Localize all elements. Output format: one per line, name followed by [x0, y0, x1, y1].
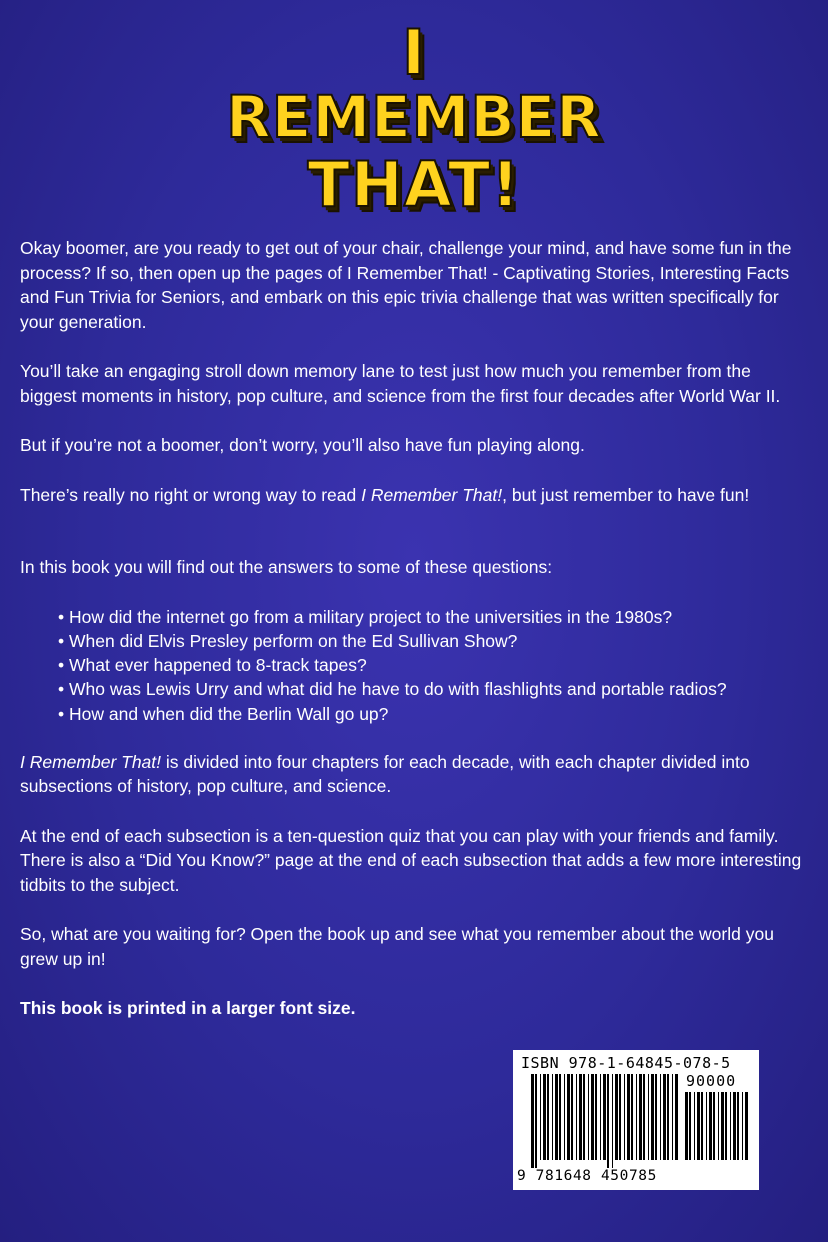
addon-barcode-bars [685, 1092, 751, 1168]
barcode-bar [709, 1092, 712, 1160]
waiting-paragraph: So, what are you waiting for? Open the book up and see what you remember about the world you grew up in! [20, 924, 774, 969]
barcode-bar [600, 1074, 601, 1160]
barcode-bar [718, 1092, 719, 1160]
barcode-bar [615, 1074, 618, 1160]
barcode-bar [672, 1074, 673, 1160]
title-line-1: I [401, 16, 427, 89]
barcode-bar [643, 1074, 645, 1160]
divided-rest: is divided into four chapters for each decade, with each chapter divided into subsections of history, pop culture, and science. [20, 751, 750, 797]
price-code: 90000 [686, 1072, 737, 1090]
title-line-2: REMEMBER [226, 83, 602, 151]
barcode-bar [547, 1074, 549, 1160]
read-pre: There’s really no right or wrong way to read [20, 484, 362, 505]
barcode-bar [721, 1092, 724, 1160]
divided-book-title: I Remember That! [20, 751, 162, 772]
isbn-number: ISBN 978-1-64845-078-5 [521, 1054, 731, 1072]
barcode-bar [655, 1074, 657, 1160]
stroll-paragraph: You’ll take an engaging stroll down memory lane to test just how much you remember from the biggest moments in history, pop culture, and science from the first four decades after World War II. [20, 361, 781, 406]
intro-paragraph: Okay boomer, are you ready to get out of your chair, challenge your mind, and have some fun in the process? If so, then open up the pages of I Remember That! - Captivating Stories, Interesting Facts and Fun Trivia for Seniors, and embark on this epic trivia challenge that was written specifically for your generation. [20, 238, 792, 332]
read-book-title: I Remember That! [361, 484, 503, 505]
barcode-bar [725, 1092, 727, 1160]
barcode-bar [571, 1074, 573, 1160]
barcode-bar [685, 1092, 688, 1160]
barcode-bar [543, 1074, 546, 1160]
barcode-bar [583, 1074, 585, 1160]
barcode-bar [540, 1074, 541, 1160]
barcode-bar [730, 1092, 731, 1160]
barcode-bar [663, 1074, 666, 1160]
barcode-bar [639, 1074, 642, 1160]
barcode-bar [651, 1074, 654, 1160]
barcode-bar [701, 1092, 703, 1160]
barcode-bar [576, 1074, 577, 1160]
barcode-bar [648, 1074, 649, 1160]
read-post: , but just remember to have fun! [502, 484, 750, 505]
barcode-bar [603, 1074, 606, 1160]
barcode-bar [706, 1092, 707, 1160]
barcode-bar [579, 1074, 582, 1160]
book-title [0, 16, 828, 221]
font-size-note: This book is printed in a larger font size. [20, 998, 356, 1019]
not-boomer-paragraph: But if you’re not a boomer, don’t worry, you’ll also have fun playing along. [20, 435, 585, 455]
ean-digits: 9 781648 450785 [517, 1168, 657, 1184]
barcode-bar [694, 1092, 695, 1160]
ean-barcode-bars [531, 1074, 679, 1168]
barcode-bar [595, 1074, 597, 1160]
barcode-bar [697, 1092, 700, 1160]
back-cover-blurb [20, 236, 810, 1046]
quiz-paragraph: At the end of each subsection is a ten-question quiz that you can play with your friends and family. There is also a “Did You Know?” page at the end of each subsection that adds a few more interesting tidbits to the subject. [20, 825, 802, 895]
isbn-barcode [513, 1050, 759, 1190]
title-line-3: THAT! [307, 148, 521, 221]
barcode-bar [564, 1074, 565, 1160]
barcode-bar [745, 1092, 748, 1160]
list-item: • When did Elvis Presley perform on the Ed Sullivan Show? [58, 629, 810, 653]
barcode-bar [624, 1074, 625, 1160]
barcode-bar [591, 1074, 594, 1160]
barcode-bar [667, 1074, 669, 1160]
barcode-bar [567, 1074, 570, 1160]
barcode-bar [713, 1092, 715, 1160]
list-item: • How did the internet go from a military project to the universities in the 1980s? [58, 605, 810, 629]
read-paragraph [20, 483, 810, 508]
barcode-bar [535, 1074, 537, 1168]
divided-paragraph [20, 750, 810, 799]
list-item: • How and when did the Berlin Wall go up? [58, 702, 810, 726]
barcode-bar [689, 1092, 691, 1160]
barcode-bar [588, 1074, 589, 1160]
barcode-bar [660, 1074, 661, 1160]
barcode-bar [636, 1074, 637, 1160]
question-list [20, 605, 810, 726]
barcode-bar [737, 1092, 739, 1160]
barcode-bar [627, 1074, 630, 1160]
barcode-bar [555, 1074, 558, 1160]
barcode-bar [619, 1074, 621, 1160]
barcode-bar [612, 1074, 613, 1168]
barcode-bar [631, 1074, 633, 1160]
barcode-bar [552, 1074, 553, 1160]
list-item: • Who was Lewis Urry and what did he have to do with flashlights and portable radios? [58, 677, 810, 701]
barcode-bar [742, 1092, 743, 1160]
list-item: • What ever happened to 8-track tapes? [58, 653, 810, 677]
questions-intro: In this book you will find out the answers to some of these questions: [20, 557, 553, 577]
barcode-bar [559, 1074, 561, 1160]
barcode-bar [733, 1092, 736, 1160]
barcode-bar [531, 1074, 534, 1168]
barcode-bar [675, 1074, 678, 1160]
barcode-bar [607, 1074, 609, 1168]
